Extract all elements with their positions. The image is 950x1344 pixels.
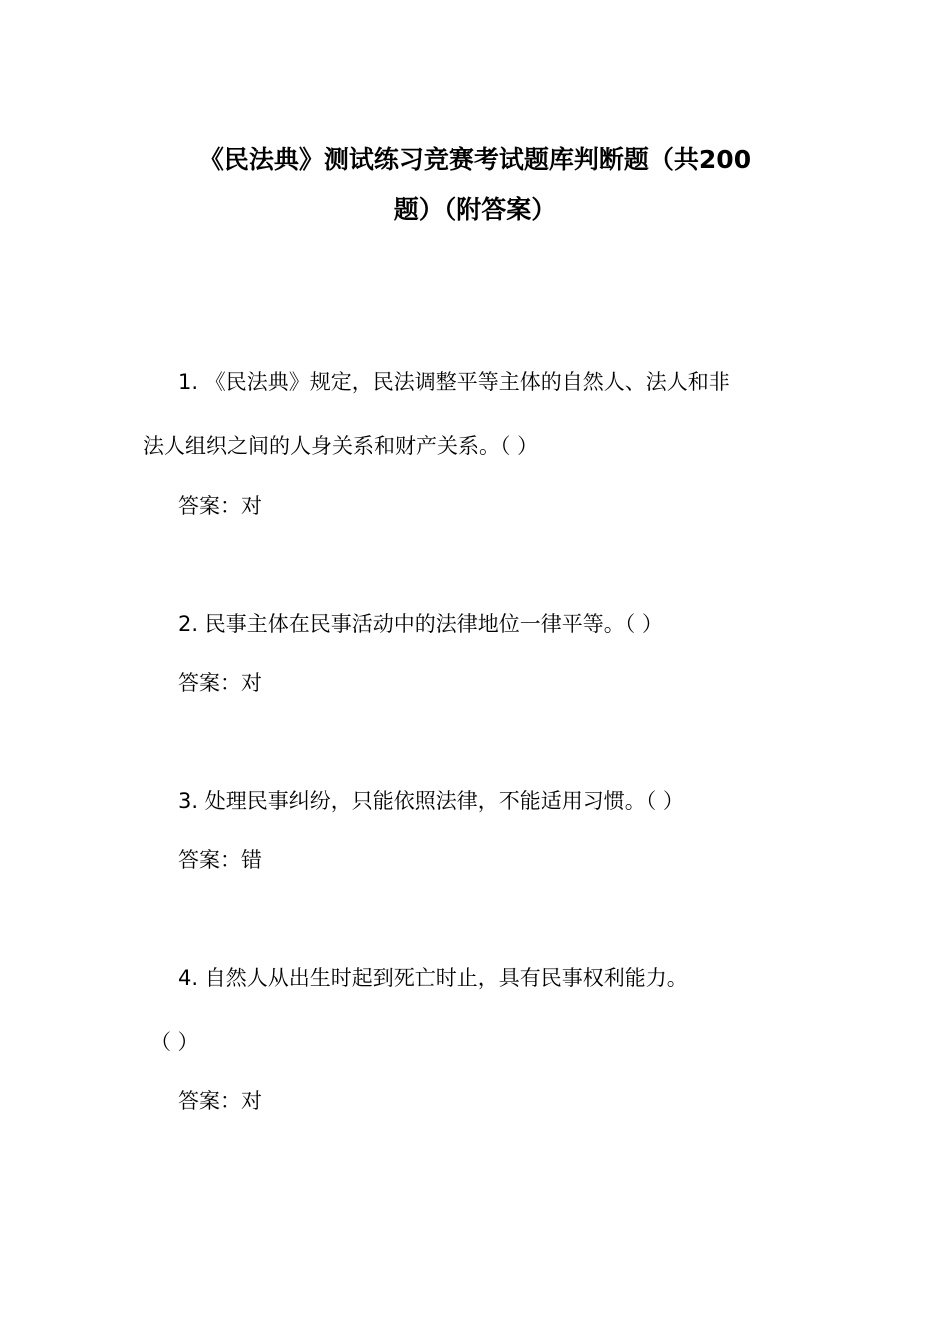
title-line-2: 题）（附答案） [393,195,557,224]
question-2-line-1: 2. 民事主体在民事活动中的法律地位一律平等。（ ） [178,612,663,636]
question-3-line-1: 3. 处理民事纠纷，只能依照法律，不能适用习惯。（ ） [178,789,684,813]
question-4-line-1: 4. 自然人从出生时起到死亡时止，具有民事权利能力。 [178,966,688,990]
question-1-line-2: 法人组织之间的人身关系和财产关系。（ ） [143,434,539,458]
question-4-answer: 答案：对 [178,1089,262,1113]
question-3-answer: 答案：错 [178,848,262,872]
question-1-line-1: 1. 《民法典》规定，民法调整平等主体的自然人、法人和非 [178,370,730,394]
question-4-line-2: （ ） [150,1030,199,1054]
document-title [140,135,810,235]
question-2-answer: 答案：对 [178,671,262,695]
question-1-answer: 答案：对 [178,494,262,518]
title-line-1: 《民法典》测试练习竞赛考试题库判断题（共200 [198,145,752,174]
